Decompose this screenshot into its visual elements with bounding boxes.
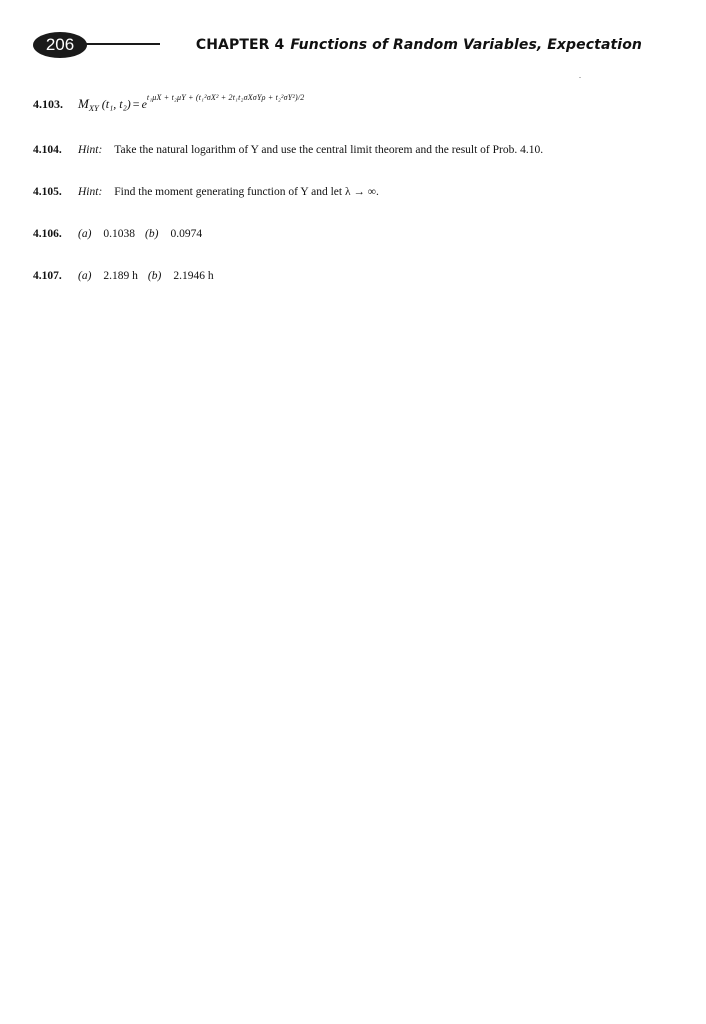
part-b-label: (b) bbox=[147, 270, 162, 282]
part-a-value: 0.1038 bbox=[103, 228, 136, 240]
answer-number: 4.106. bbox=[33, 228, 62, 240]
answer-number: 4.105. bbox=[33, 186, 62, 198]
answer-4-105 bbox=[33, 186, 379, 198]
formula-exponent: t₁μX + t₂μY + (t₁²σX² + 2t₁t₂σXσYρ + t₂²σY²)/2 bbox=[146, 93, 305, 102]
formula-function: M bbox=[78, 96, 89, 111]
hint-text: Take the natural logarithm of Y and use the central limit theorem and the result of Prob. 4.10. bbox=[114, 144, 544, 156]
part-a-label: (a) bbox=[78, 228, 92, 240]
answer-number: 4.104. bbox=[33, 144, 62, 156]
scan-speck bbox=[579, 77, 581, 78]
answer-4-103 bbox=[33, 93, 305, 113]
part-b-value: 0.0974 bbox=[170, 228, 203, 240]
answer-number: 4.107. bbox=[33, 270, 62, 282]
part-b-label: (b) bbox=[145, 228, 159, 240]
formula-args: (t₁, t₂) bbox=[101, 97, 131, 111]
chapter-title: Functions of Random Variables, Expectation bbox=[290, 37, 642, 53]
chapter-heading bbox=[196, 37, 642, 53]
chapter-label: CHAPTER 4 bbox=[195, 37, 285, 53]
formula-equals: = bbox=[132, 97, 140, 111]
answer-number: 4.103. bbox=[33, 97, 63, 111]
hint-label: Hint: bbox=[78, 144, 103, 156]
formula-base: e bbox=[141, 97, 147, 111]
hint-label: Hint: bbox=[78, 186, 103, 198]
page-number-badge: 206 bbox=[33, 32, 87, 58]
formula-subscript: XY bbox=[88, 103, 99, 113]
part-a-label: (a) bbox=[78, 270, 92, 282]
part-a-value: 2.189 h bbox=[103, 270, 138, 282]
answer-4-107 bbox=[33, 270, 224, 282]
header-rule bbox=[84, 43, 160, 45]
answer-4-106 bbox=[33, 228, 212, 240]
part-b-value: 2.1946 h bbox=[173, 270, 214, 282]
hint-text: Find the moment generating function of Y and let λ → ∞. bbox=[114, 186, 379, 198]
answer-4-104 bbox=[33, 144, 543, 156]
